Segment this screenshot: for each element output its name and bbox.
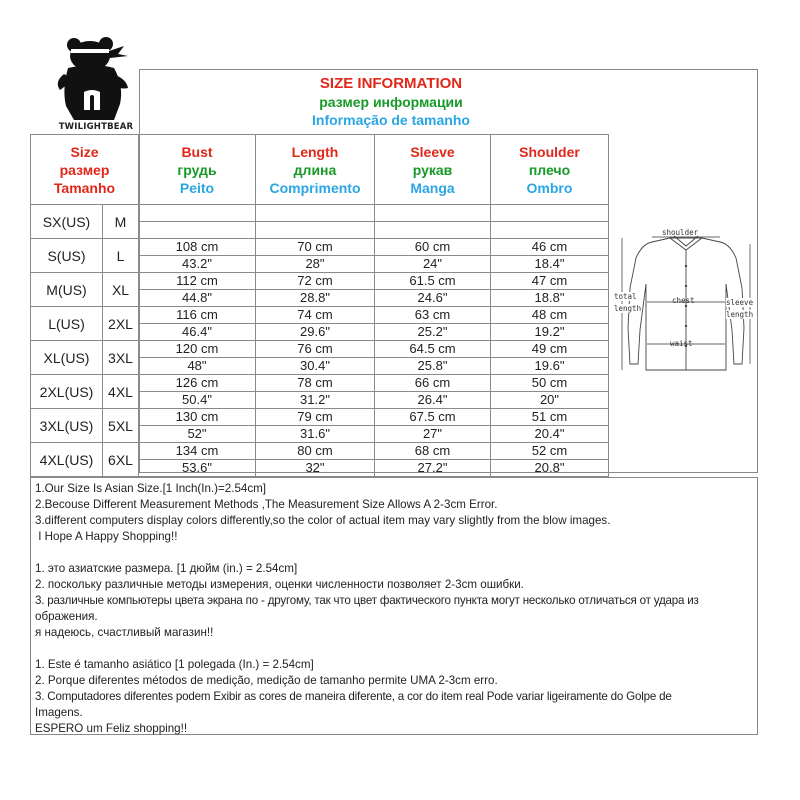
sleeve-cm: 61.5 cm — [375, 273, 491, 290]
bust-in: 53.6" — [139, 460, 256, 477]
shoulder-in: 18.8" — [491, 290, 609, 307]
table-row — [31, 239, 609, 256]
sleeve-in: 24" — [375, 256, 491, 273]
length-in: 31.6" — [256, 426, 375, 443]
asian-size: M — [103, 205, 139, 239]
bust-cm: 116 cm — [139, 307, 256, 324]
note-pt-4: ESPERO um Feliz shopping!! — [35, 722, 188, 735]
table-row — [31, 273, 609, 290]
col-shoulder: Shoulder плечо Ombro — [491, 135, 609, 205]
brand-name: TWILIGHTBEAR — [58, 122, 134, 132]
label-sleeve-length: length — [726, 310, 754, 319]
shoulder-cm: 46 cm — [491, 239, 609, 256]
bust-cm — [139, 205, 256, 222]
note-pt-2: 2. Porque diferentes métodos de medição, medição de tamanho permite UMA 2-3cm erro. — [35, 674, 498, 687]
bust-in: 52" — [139, 426, 256, 443]
col-length: Length длина Comprimento — [256, 135, 375, 205]
note-ru-1: 1. это азиатские размера. [1 дюйм (in.) = 2.54cm] — [35, 562, 298, 575]
label-waist: waist — [670, 339, 693, 348]
note-pt-3b: Imagens. — [35, 706, 83, 719]
shoulder-in: 19.6" — [491, 358, 609, 375]
us-size: 4XL(US) — [31, 443, 103, 477]
shoulder-in: 20.4" — [491, 426, 609, 443]
length-in: 29.6" — [256, 324, 375, 341]
bust-in: 46.4" — [139, 324, 256, 341]
sleeve-cm: 66 cm — [375, 375, 491, 392]
shoulder-in — [491, 222, 609, 239]
bust-in — [139, 222, 256, 239]
asian-size: 2XL — [103, 307, 139, 341]
note-pt-1: 1. Este é tamanho asiático [1 polegada (In.) = 2.54cm] — [35, 658, 314, 671]
label-total: total — [614, 292, 637, 301]
note-pt-3: 3. Computadores diferentes podem Exibir as cores de maneira diferente, a cor do item real Pode variar ligeiramente do Golpe de — [35, 690, 672, 703]
bust-cm: 112 cm — [139, 273, 256, 290]
size-table — [30, 134, 609, 477]
shoulder-cm — [491, 205, 609, 222]
bear-icon — [54, 34, 138, 120]
note-ru-4: я надеюсь, счастливый магазин!! — [35, 626, 214, 639]
shoulder-cm: 49 cm — [491, 341, 609, 358]
length-in: 28" — [256, 256, 375, 273]
asian-size: L — [103, 239, 139, 273]
sleeve-cm: 60 cm — [375, 239, 491, 256]
note-ru-3: 3. различные компьютеры цвета экрана по - другому, так что цвет фактического пункта могут несколько отличаться от удара из — [35, 594, 699, 607]
shoulder-cm: 51 cm — [491, 409, 609, 426]
col-bust: Bust грудь Peito — [139, 135, 256, 205]
length-cm: 74 cm — [256, 307, 375, 324]
sleeve-in: 25.8" — [375, 358, 491, 375]
sleeve-in: 27" — [375, 426, 491, 443]
length-cm: 76 cm — [256, 341, 375, 358]
label-shoulder: shoulder — [662, 228, 699, 237]
length-cm: 78 cm — [256, 375, 375, 392]
measurement-diagram — [612, 218, 762, 378]
sleeve-in: 24.6" — [375, 290, 491, 307]
label-chest: chest — [672, 296, 695, 305]
table-row — [31, 307, 609, 324]
bust-in: 48" — [139, 358, 256, 375]
table-row — [31, 375, 609, 392]
label-total-length: length — [614, 304, 642, 313]
table-row — [31, 443, 609, 460]
sleeve-cm: 67.5 cm — [375, 409, 491, 426]
length-in: 28.8" — [256, 290, 375, 307]
shoulder-in: 20" — [491, 392, 609, 409]
sleeve-in: 25.2" — [375, 324, 491, 341]
shoulder-cm: 47 cm — [491, 273, 609, 290]
title-en: SIZE INFORMATION — [319, 75, 463, 92]
bust-in: 50.4" — [139, 392, 256, 409]
table-row — [31, 409, 609, 426]
us-size: S(US) — [31, 239, 103, 273]
sleeve-in: 26.4" — [375, 392, 491, 409]
brand-logo — [36, 34, 156, 134]
note-en-4: I Hope A Happy Shopping!! — [35, 530, 178, 543]
bust-cm: 126 cm — [139, 375, 256, 392]
asian-size: 5XL — [103, 409, 139, 443]
sleeve-cm: 63 cm — [375, 307, 491, 324]
us-size: 3XL(US) — [31, 409, 103, 443]
length-cm: 70 cm — [256, 239, 375, 256]
length-in — [256, 222, 375, 239]
length-cm: 72 cm — [256, 273, 375, 290]
asian-size: 6XL — [103, 443, 139, 477]
length-in: 31.2" — [256, 392, 375, 409]
sleeve-in — [375, 222, 491, 239]
bust-cm: 130 cm — [139, 409, 256, 426]
us-size: 2XL(US) — [31, 375, 103, 409]
title-ru: размер информации — [319, 94, 463, 110]
shoulder-in: 18.4" — [491, 256, 609, 273]
length-in: 30.4" — [256, 358, 375, 375]
size-notes — [30, 477, 758, 735]
note-en-1: 1.Our Size Is Asian Size.[1 Inch(In.)=2.54cm] — [35, 482, 267, 495]
shoulder-cm: 48 cm — [491, 307, 609, 324]
us-size: L(US) — [31, 307, 103, 341]
shoulder-cm: 50 cm — [491, 375, 609, 392]
col-sleeve: Sleeve рукав Manga — [375, 135, 491, 205]
label-sleeve: sleeve — [726, 298, 754, 307]
length-cm — [256, 205, 375, 222]
shoulder-cm: 52 cm — [491, 443, 609, 460]
title-pt: Informação de tamanho — [312, 112, 470, 128]
us-size: SX(US) — [31, 205, 103, 239]
sleeve-cm: 64.5 cm — [375, 341, 491, 358]
bust-cm: 120 cm — [139, 341, 256, 358]
bust-cm: 108 cm — [139, 239, 256, 256]
bust-in: 44.8" — [139, 290, 256, 307]
asian-size: 3XL — [103, 341, 139, 375]
asian-size: 4XL — [103, 375, 139, 409]
note-ru-3b: ображения. — [35, 610, 98, 623]
length-cm: 79 cm — [256, 409, 375, 426]
length-cm: 80 cm — [256, 443, 375, 460]
col-size: Size размер Tamanho — [31, 135, 139, 205]
sleeve-in: 27.2" — [375, 460, 491, 477]
asian-size: XL — [103, 273, 139, 307]
us-size: M(US) — [31, 273, 103, 307]
length-in: 32" — [256, 460, 375, 477]
shoulder-in: 19.2" — [491, 324, 609, 341]
note-en-2: 2.Becouse Different Measurement Methods ,The Measurement Size Allows A 2-3cm Error. — [35, 498, 498, 511]
table-header — [31, 135, 609, 205]
sleeve-cm: 68 cm — [375, 443, 491, 460]
sleeve-cm — [375, 205, 491, 222]
us-size: XL(US) — [31, 341, 103, 375]
note-ru-2: 2. поскольку различные методы измерения, оценки численности позволяет 2-3cm ошибки. — [35, 578, 524, 591]
shoulder-in: 20.8" — [491, 460, 609, 477]
bust-cm: 134 cm — [139, 443, 256, 460]
note-en-3: 3.different computers display colors differently,so the color of actual item may vary slightly from the blow images. — [35, 514, 611, 527]
bust-in: 43.2" — [139, 256, 256, 273]
table-row — [31, 341, 609, 358]
table-row — [31, 205, 609, 222]
